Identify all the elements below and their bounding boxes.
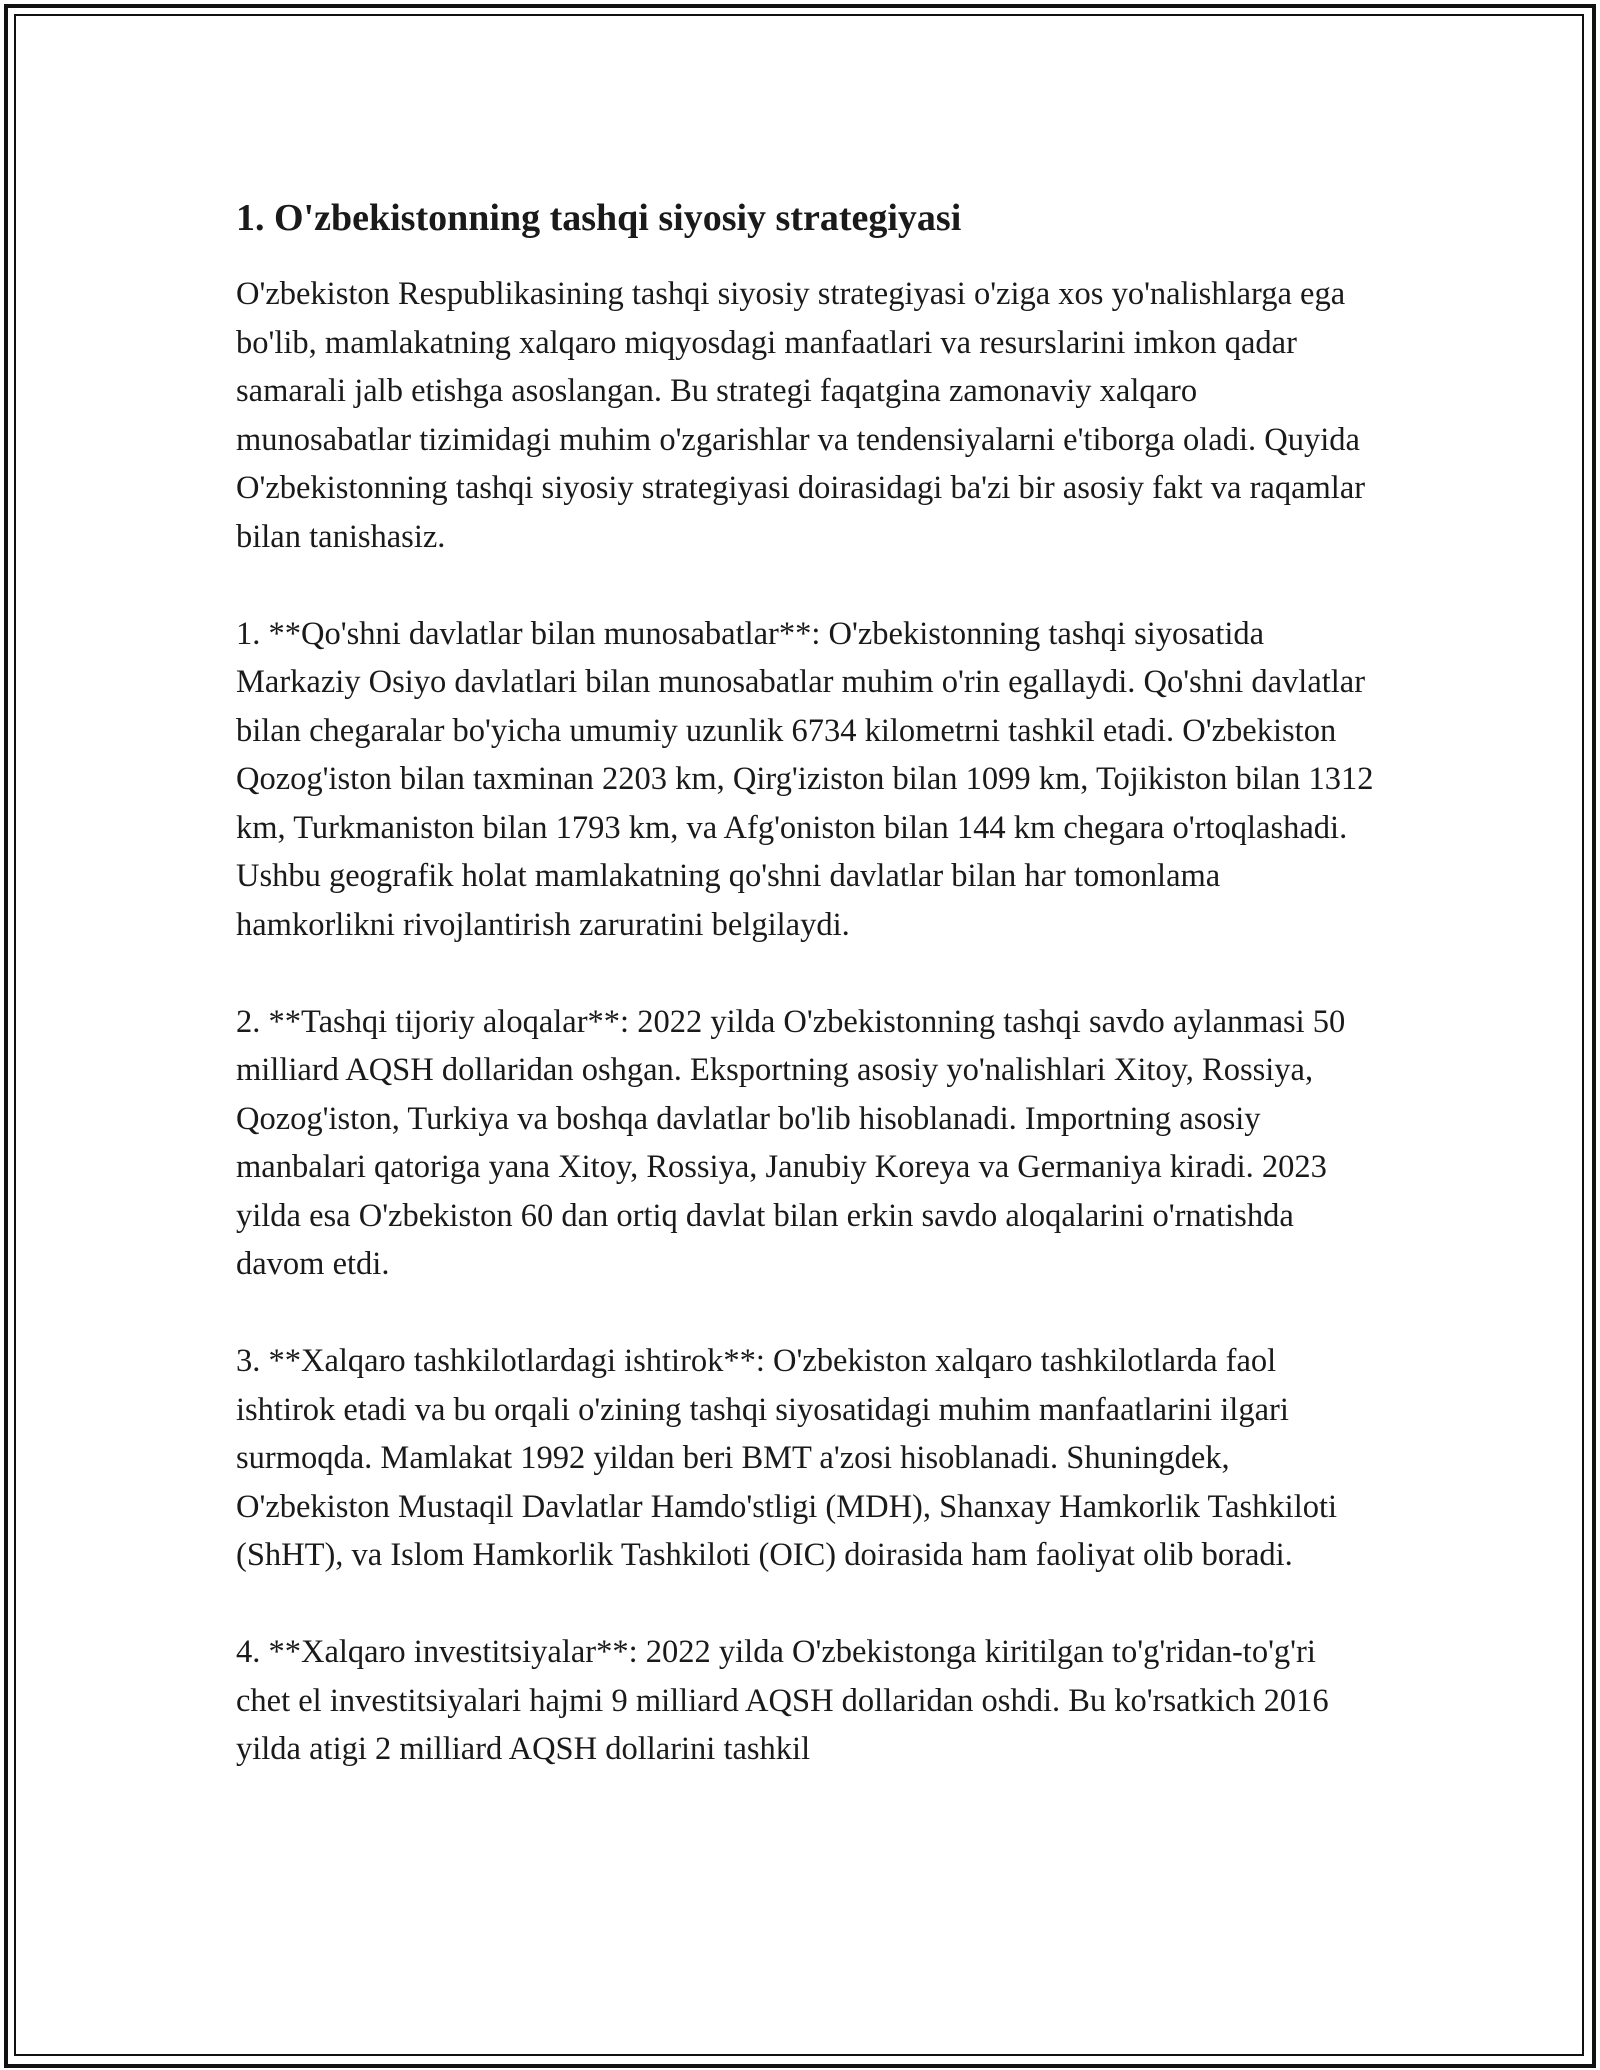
paragraph-neighbors: 1. **Qo'shni davlatlar bilan munosabatlar**: O'zbekistonning tashqi siyosatida Markaziy Osiyo davlatlari bilan munosabatlar muhim o'rin egallaydi. Qo'shni davlatlar bilan chegaralar bo'yicha umumiy uzunlik 6734 kilometrni tashkil etadi. O'zbekiston Qozog'iston bilan taxminan 2203 km, Qirg'iziston bilan 1099 km, Tojikiston bilan 1312 km, Turkmaniston bilan 1793 km, va Afg'oniston bilan 144 km chegara o'rtoqlashadi. Ushbu geografik holat mamlakatning qo'shni davlatlar bilan har tomonlama hamkorlikni rivojlantirish zaruratini belgilaydi.: [236, 615, 1374, 943]
document-body: [236, 180, 1376, 1822]
paragraph-investments: 4. **Xalqaro investitsiyalar**: 2022 yilda O'zbekistonga kiritilgan to'g'ridan-to'g'ri chet el investitsiyalari hajmi 9 milliard AQSH dollaridan oshdi. Bu ko'rsatkich 2016 yilda atigi 2 milliard AQSH dollarini tashkil: [236, 1634, 1329, 1767]
paragraph-trade: 2. **Tashqi tijoriy aloqalar**: 2022 yilda O'zbekistonning tashqi savdo aylanmasi 50 milliard AQSH dollaridan oshgan. Eksportning asosiy yo'nalishlari Xitoy, Rossiya, Qozog'iston, Turkiya va boshqa davlatlar bo'lib hisoblanadi. Importning asosiy manbalari qatoriga yana Xitoy, Rossiya, Janubiy Koreya va Germaniya kiradi. 2023 yilda esa O'zbekiston 60 dan ortiq davlat bilan erkin savdo aloqalarini o'rnatishda davom etdi.: [236, 1003, 1346, 1282]
intro-paragraph: O'zbekiston Respublikasining tashqi siyosiy strategiyasi o'ziga xos yo'nalishlarga ega bo'lib, mamlakatning xalqaro miqyosdagi manfaatlari va resurslarini imkon qadar samarali jalb etishga asoslangan. Bu strategi faqatgina zamonaviy xalqaro munosabatlar tizimidagi muhim o'zgarishlar va tendensiyalarni e'tiborga oladi. Quyida O'zbekistonning tashqi siyosiy strategiyasi doirasidagi ba'zi bir asosiy fakt va raqamlar bilan tanishasiz.: [236, 276, 1366, 555]
page-title: 1. O'zbekistonning tashqi siyosiy strategiyasi: [236, 197, 962, 239]
paragraph-organizations: 3. **Xalqaro tashkilotlardagi ishtirok**: O'zbekiston xalqaro tashkilotlarda faol ishtirok etadi va bu orqali o'zining tashqi siyosatidagi muhim manfaatlarini ilgari surmoqda. Mamlakat 1992 yildan beri BMT a'zosi hisoblanadi. Shuningdek, O'zbekiston Mustaqil Davlatlar Hamdo'stligi (MDH), Shanxay Hamkorlik Tashkiloti (ShHT), va Islom Hamkorlik Tashkiloti (OIC) doirasida ham faoliyat olib boradi.: [236, 1343, 1338, 1573]
